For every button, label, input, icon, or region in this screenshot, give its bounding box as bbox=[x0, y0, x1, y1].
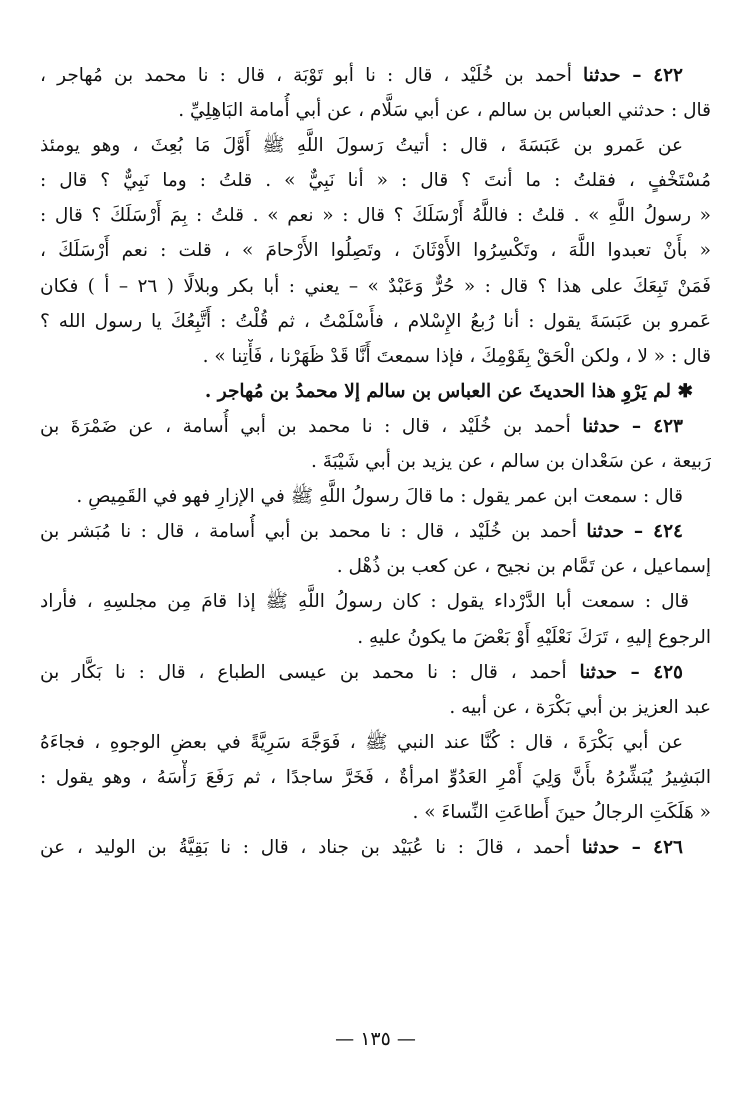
text-line bbox=[40, 409, 711, 444]
text-line bbox=[40, 620, 711, 655]
text-line bbox=[40, 339, 711, 374]
hadith-number-heading: ٤٢٦ – حدثنا bbox=[581, 837, 683, 859]
text-line bbox=[40, 760, 711, 795]
line-text: مُسْتَخْفٍ ، فقلتُ : ما أنتَ ؟ قال : « أنا نَبِيٌّ » . قلتُ : وما نَبِيٌّ ؟ قال : bbox=[40, 170, 711, 192]
line-text: الرجوع إليهِ ، تَرَكَ نَعْلَيْهِ أَوْ بَعْضَ ما يكونُ عليهِ . bbox=[357, 626, 711, 648]
line-text: « هَلَكَتِ الرجالُ حينَ أَطاعَتِ النِّساءَ » . bbox=[412, 801, 711, 823]
line-text: أحمد بن خُلَيْد ، قال : نا محمد بن أبي أُسامة ، عن ضَمْرَةَ بن bbox=[40, 415, 583, 437]
text-line bbox=[40, 93, 711, 128]
line-text: قال : سمعت أبا الدَّرْداء يقول : كان رسولُ اللَّهِ ﷺ إذا قامَ مِن مجلسِهِ ، فأراد bbox=[40, 591, 689, 613]
text-line bbox=[40, 269, 711, 304]
line-text: عَمرو بن عَبَسَةَ يقول : أنا رُبعُ الإِسْلام ، فأَسْلَمْتُ ، ثم قُلْتُ : أَتَّبِعُكَ يا رسول الله ؟ bbox=[40, 310, 711, 332]
text-line bbox=[40, 374, 711, 409]
line-text: عبد العزيز بن أبي بَكْرَة ، عن أبيه . bbox=[449, 696, 711, 718]
text-line bbox=[40, 795, 711, 830]
text-line bbox=[40, 58, 711, 93]
text-line bbox=[40, 725, 711, 760]
text-line bbox=[40, 655, 711, 690]
line-text: أحمد بن خُلَيْد ، قال : نا محمد بن أبي أُسامة ، قال : نا مُبَشر بن bbox=[40, 521, 587, 543]
hadith-number-heading: ٤٢٢ – حدثنا bbox=[583, 65, 683, 86]
line-text: عن أبي بَكْرَةَ ، قال : كُنَّا عند النبي ﷺ ، فَوَجَّهَ سَرِيَّةً في بعضِ الوجوهِ ، فجاءَهُ bbox=[40, 731, 683, 753]
line-text: أحمد ، قالَ : نا عُبَيْد بن جناد ، قال : نا بَقِيَّةُ بن الوليد ، عن bbox=[40, 837, 582, 859]
text-line bbox=[40, 690, 711, 725]
text-line bbox=[40, 514, 711, 549]
line-text: أحمد بن خُلَيْد ، قال : نا أبو تَوْبَة ، قال : نا محمد بن مُهاجر ، bbox=[40, 65, 584, 86]
text-line bbox=[40, 830, 711, 865]
line-text: ✱ لم يَرْوِ هذا الحديثَ عن العباس بن سالم إلا محمدُ بن مُهاجر . bbox=[204, 380, 693, 402]
page-number: — ١٣٥ — bbox=[335, 1028, 416, 1050]
line-text: أحمد ، قال : نا محمد بن عيسى الطباع ، قال : نا بَكَّار بن bbox=[40, 661, 580, 683]
text-line bbox=[40, 549, 711, 584]
line-text: « بأَنْ تعبدوا اللَّهَ ، وتَكْسِرُوا الأَوْثَانَ ، وتَصِلُوا الأَرْحامَ » ، قلت : نعم أَرْسَلَكَ ، bbox=[40, 240, 711, 262]
line-text: قال : سمعت ابن عمر يقول : ما قالَ رسولُ اللَّهِ ﷺ في الإزارِ فهو في القَمِيصِ . bbox=[76, 486, 683, 508]
text-line bbox=[40, 304, 711, 339]
line-text: إسماعيل ، عن تَمَّام بن نجيح ، عن كعب بن ذُهْل . bbox=[336, 556, 711, 578]
line-text: قال : « لا ، ولكن الْحَقْ بِقَوْمِكَ ، فإذا سمعتَ أَنَّا قَدْ ظَهَرْنا ، فَأْتِنا » . bbox=[202, 345, 711, 367]
text-line bbox=[40, 198, 711, 233]
line-text: عن عَمرو بن عَبَسَةَ ، قال : أتيتُ رَسولَ اللَّهِ ﷺ أَوَّلَ مَا بُعِثَ ، وهو يومئذ bbox=[40, 135, 683, 157]
line-text: قال : حدثني العباس بن سالم ، عن أبي سَلَّام ، عن أبي أُمامة البَاهِلِيِّ . bbox=[178, 100, 711, 122]
line-text: فَمَنْ تَبِعَكَ على هذا ؟ قال : « حُرٌّ وَعَبْدٌ » – يعني : أبا بكر وبلالًا ( ٢٦ – أ ) فكان bbox=[40, 275, 711, 297]
text-line bbox=[40, 444, 711, 479]
text-line bbox=[40, 163, 711, 198]
hadith-number-heading: ٤٢٣ – حدثنا bbox=[582, 415, 683, 437]
line-text: رَبيعة ، عن سَعْدان بن سالم ، عن يزيد بن أبي شَيْبَةَ . bbox=[310, 451, 711, 473]
text-line bbox=[40, 233, 711, 268]
text-line bbox=[40, 584, 711, 619]
text-line bbox=[40, 128, 711, 163]
line-text: « رسولُ اللَّهِ » . قلتُ : فاللَّهُ أَرْسَلَكَ ؟ قال : « نعم » . قلتُ : بِمَ أَرْسَلَكَ ؟ قال : bbox=[40, 205, 711, 227]
hadith-number-heading: ٤٢٥ – حدثنا bbox=[579, 661, 683, 683]
line-text: البَشِيرُ يُبَشِّرُهُ بأَنَّ وَلِيَ أَمْرِ العَدُوِّ امرأةٌ ، فَخَرَّ ساجدًا ، ثم رَفَعَ رَأْسَهُ ، وهو يقول : bbox=[40, 766, 711, 788]
text-line bbox=[40, 479, 711, 514]
page-text bbox=[40, 58, 711, 865]
hadith-number-heading: ٤٢٤ – حدثنا bbox=[586, 521, 683, 543]
